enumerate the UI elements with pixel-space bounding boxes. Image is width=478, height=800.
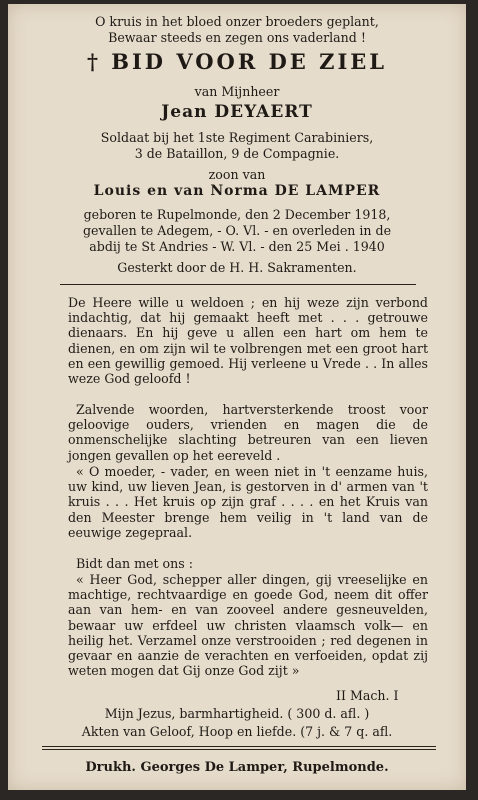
prayer-paragraph-5: « Heer God, schepper aller dingen, gij vreeselijke en machtige, rechtvaardige en goede God, neem dit offer aan van hem- en van zooveel andere gesneuvelden, bewaar uw erfdeel uw christen vlaamsch volk— en heilig het. Verzamel onze verstrooiden ; red degenen in gevaar en aanzie de verachten en verfoeiden, opdat zij weten mogen dat Gij onze God zijt » — [68, 572, 428, 679]
printer-line: Drukh. Georges De Lamper, Rupelmonde. — [85, 760, 389, 775]
death-date-line: abdij te St Andries - W. Vl. - den 25 Mei . 1940 — [89, 239, 385, 254]
prayer-paragraph-2: Zalvende woorden, hartversterkende troost voor geloovige ouders, vrienden en magen die de onmenschelijke slachting betreuren van een lieven jongen gevallen op het eereveld . — [68, 402, 428, 463]
deceased-name: Jean DEYAERT — [161, 102, 313, 122]
verse-line-1: O kruis in het bloed onzer broeders geplant, — [95, 14, 379, 29]
son-of-label: zoon van — [208, 167, 266, 182]
parents-names: Louis en van Norma DE LAMPER — [93, 183, 381, 199]
death-place-line: gevallen te Adegem, - O. Vl. - en overleden in de — [82, 223, 392, 238]
sacraments-line: Gesterkt door de H. H. Sakramenten. — [117, 260, 357, 275]
indulgence-line-1: Mijn Jezus, barmhartigheid. ( 300 d. afl. ) — [104, 706, 370, 721]
verse-line-2: Bewaar steeds en zegen ons vaderland ! — [108, 30, 366, 45]
divider-top — [60, 284, 416, 285]
prayer-paragraph-3: « O moeder, - vader, en ween niet in 't eenzame huis, uw kind, uw lieven Jean, is gestorven in d' armen van 't kruis . . . Het kruis op zijn graf . . . . en het Kruis van den Meester brenge hem veilig in 't land van de eeuwige zegepraal. — [68, 464, 428, 540]
prayer-paragraph-1: De Heere wille u weldoen ; en hij weze zijn verbond indachtig, dat hij gemaakt heeft met . . . getrouwe dienaars. En hij geve u allen een hart om hem te dienen, en om zijn wil te volbrengen met een groot hart en een gewillig gemoed. Hij verleene u Vrede . . In alles weze God geloofd ! — [68, 295, 428, 387]
memorial-card — [8, 4, 466, 790]
scripture-reference: II Mach. I — [336, 688, 399, 703]
service-line-1: Soldaat bij het 1ste Regiment Carabiniers, — [100, 130, 374, 145]
prayer-paragraph-4: Bidt dan met ons : — [76, 556, 193, 571]
cross-title: † BID VOOR DE ZIEL — [86, 49, 388, 74]
service-line-2: 3 de Bataillon, 9 de Compagnie. — [134, 146, 340, 161]
indulgence-line-2: Akten van Geloof, Hoop en liefde. (7 j. & 7 q. afl. — [81, 724, 393, 739]
of-mister-label: van Mijnheer — [194, 84, 280, 99]
divider-bottom — [42, 746, 436, 750]
birth-line: geboren te Rupelmonde, den 2 December 1918, — [83, 207, 391, 222]
